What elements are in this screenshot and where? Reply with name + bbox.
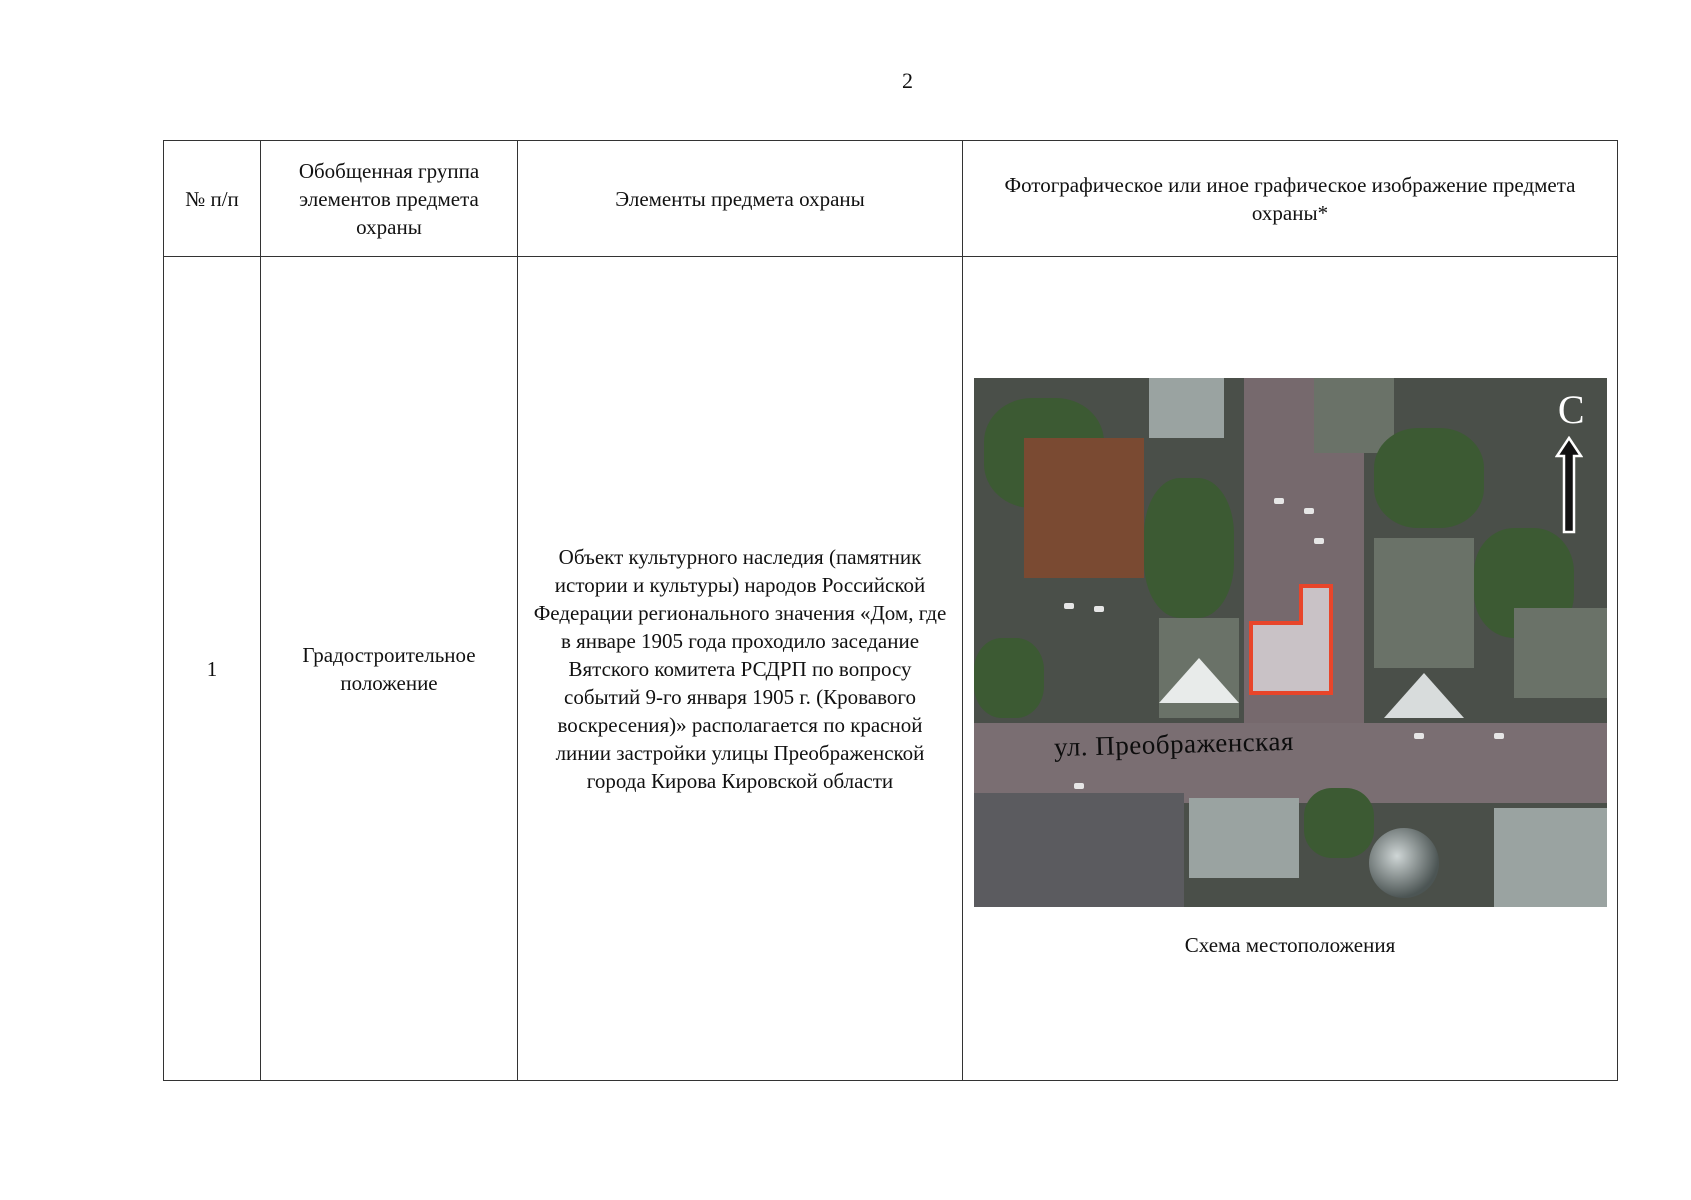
heritage-site-outline xyxy=(974,378,1607,907)
cell-elements: Объект культурного наследия (памятник истории и культуры) народов Российской Федерации регионального значения «Дом, где в январе 1905 года проходило заседание Вятского комитета РСДРП по вопросу событий 9-го января 1905 г. (Кровавого воскресения)» располагается по красной линии застройки улицы Преображенской города Кирова Кировской области xyxy=(518,257,963,1081)
header-elements: Элементы предмета охраны xyxy=(518,141,963,257)
cell-image xyxy=(963,257,1618,1081)
header-image: Фотографическое или иное графическое изображение предмета охраны* xyxy=(963,141,1618,257)
cell-group: Градостроительное положение xyxy=(261,257,518,1081)
aerial-map-image xyxy=(974,378,1607,907)
table-row xyxy=(164,257,1618,1081)
north-arrow-icon xyxy=(1555,436,1583,536)
street-label: ул. Преображенская xyxy=(1053,725,1294,763)
header-num: № п/п xyxy=(164,141,261,257)
protection-subject-table xyxy=(163,140,1618,1081)
header-group: Обобщенная группа элементов предмета охраны xyxy=(261,141,518,257)
north-label: С xyxy=(1557,387,1585,432)
page-number: 2 xyxy=(902,68,913,93)
table-header-row xyxy=(164,141,1618,257)
location-figure xyxy=(973,378,1607,959)
figure-caption: Схема местоположения xyxy=(1184,933,1396,957)
cell-num: 1 xyxy=(164,257,261,1081)
